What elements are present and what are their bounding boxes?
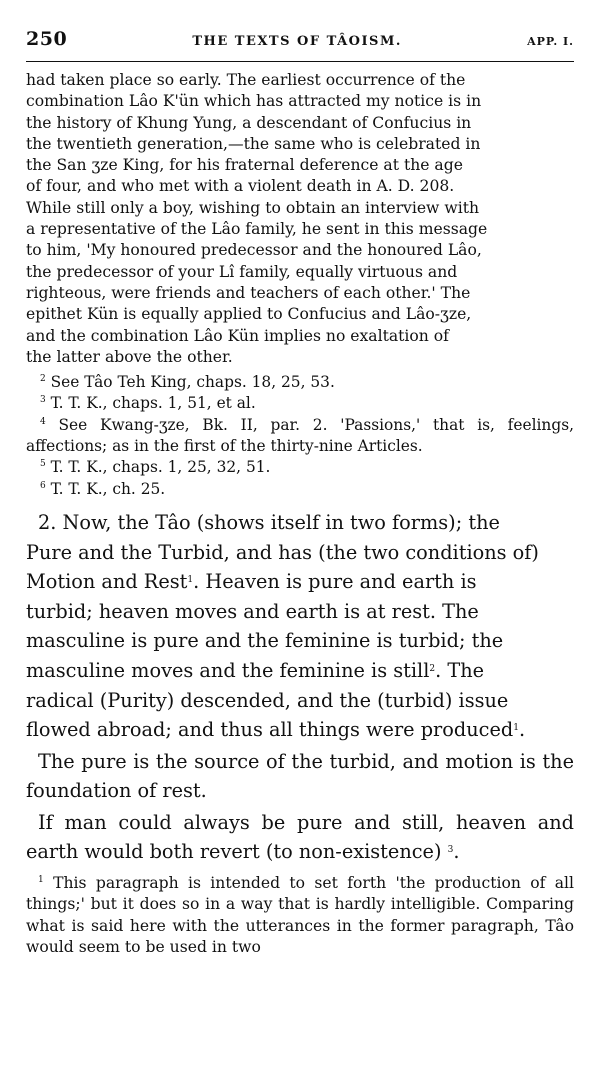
main-fragment: . Heaven is pure and earth is bbox=[193, 570, 477, 594]
book-page bbox=[26, 28, 574, 958]
main-line: 2. Now, the Tâo (shows itself in two forms); the bbox=[38, 510, 500, 534]
note-text: See Tâo Teh King, chaps. 18, 25, 53. bbox=[50, 373, 335, 392]
note-line: a representative of the Lâo family, he sent in this message bbox=[26, 220, 488, 239]
note-4 bbox=[26, 415, 574, 458]
note-marker: 5 bbox=[40, 459, 46, 470]
main-text bbox=[26, 508, 574, 867]
note-line: the history of Khung Yung, a descendant of Confucius in bbox=[26, 113, 472, 132]
note-line: combination Lâo K'ün which has attracted my notice is in bbox=[26, 92, 482, 111]
main-line: Pure and the Turbid, and has (the two conditions of) bbox=[26, 540, 539, 564]
note-line: the latter above the other. bbox=[26, 347, 233, 366]
note-line: to him, 'My honoured predecessor and the honoured Lâo, bbox=[26, 241, 482, 260]
footnote-marker: 1 bbox=[513, 723, 519, 734]
notes-list bbox=[26, 372, 574, 500]
footnote-1 bbox=[26, 873, 574, 958]
note-line: epithet Kün is equally applied to Confucius and Lâo-ʒze, bbox=[26, 305, 472, 324]
note-text: See Kwang-ʒze, Bk. II, par. 2. 'Passions,' that is, feelings, affections; as in the first of the thirty-nine Articles. bbox=[26, 415, 574, 456]
footnote-marker: 2 bbox=[429, 663, 436, 674]
note-line: righteous, were friends and teachers of each other.' The bbox=[26, 283, 471, 302]
note-line: of four, and who met with a violent death in A. D. 208. bbox=[26, 177, 455, 196]
main-fragment: . bbox=[518, 718, 526, 742]
main-fragment: . bbox=[453, 840, 460, 864]
note-line: the twentieth generation,—the same who is celebrated in bbox=[26, 134, 481, 153]
main-fragment: If man could always be pure and still, heaven and earth would both revert (to non-existence) bbox=[26, 810, 574, 864]
footnote-marker: 1 bbox=[187, 575, 194, 586]
footnote-text: This paragraph is intended to set forth 'the production of all things;' but it does so in a way that is hardly intelligible. Comparing what is said here with the utterances in the former paragraph, Tâo would seem to be used in two bbox=[26, 874, 574, 956]
note-marker: 2 bbox=[40, 374, 46, 385]
main-fragment: Motion and Rest bbox=[26, 570, 188, 594]
main-paragraph-pure-still bbox=[26, 808, 574, 867]
main-line: radical (Purity) descended, and the (turbid) issue bbox=[26, 688, 509, 712]
main-paragraph-pure-source: The pure is the source of the turbid, and motion is the foundation of rest. bbox=[26, 749, 574, 803]
running-title: THE TEXTS OF TÂOISM. bbox=[192, 34, 402, 49]
appendix-reference: APP. I. bbox=[527, 35, 574, 48]
note-3 bbox=[26, 393, 574, 414]
note-marker: 3 bbox=[40, 395, 46, 406]
note-5 bbox=[26, 457, 574, 478]
main-line bbox=[26, 715, 574, 745]
running-head bbox=[26, 28, 574, 50]
note-6 bbox=[26, 479, 574, 500]
main-line bbox=[26, 567, 574, 597]
footnote-marker: 3 bbox=[447, 845, 454, 856]
note-text: T. T. K., chaps. 1, 51, et al. bbox=[50, 394, 256, 413]
main-fragment: masculine moves and the feminine is still bbox=[26, 658, 430, 682]
footnote-marker: 1 bbox=[38, 875, 44, 886]
main-line: masculine is pure and the feminine is turbid; the bbox=[26, 629, 504, 653]
note-line: the predecessor of your Lî family, equally virtuous and bbox=[26, 262, 458, 281]
note-text: T. T. K., ch. 25. bbox=[50, 479, 166, 498]
main-fragment: . The bbox=[435, 658, 485, 682]
note-2 bbox=[26, 372, 574, 393]
main-line: turbid; heaven moves and earth is at rest. The bbox=[26, 599, 479, 623]
main-line bbox=[26, 656, 574, 686]
header-rule bbox=[26, 61, 574, 62]
note-line: the San ʒze King, for his fraternal deference at the age bbox=[26, 156, 463, 175]
continued-note bbox=[26, 70, 574, 368]
main-fragment: flowed abroad; and thus all things were produced bbox=[26, 718, 514, 742]
note-marker: 6 bbox=[40, 480, 46, 491]
note-line: While still only a boy, wishing to obtain an interview with bbox=[26, 198, 480, 217]
page-number: 250 bbox=[26, 28, 68, 50]
note-marker: 4 bbox=[40, 416, 46, 427]
note-text: T. T. K., chaps. 1, 25, 32, 51. bbox=[50, 458, 271, 477]
note-line: had taken place so early. The earliest occurrence of the bbox=[26, 71, 466, 89]
note-line: and the combination Lâo Kün implies no exaltation of bbox=[26, 326, 449, 345]
